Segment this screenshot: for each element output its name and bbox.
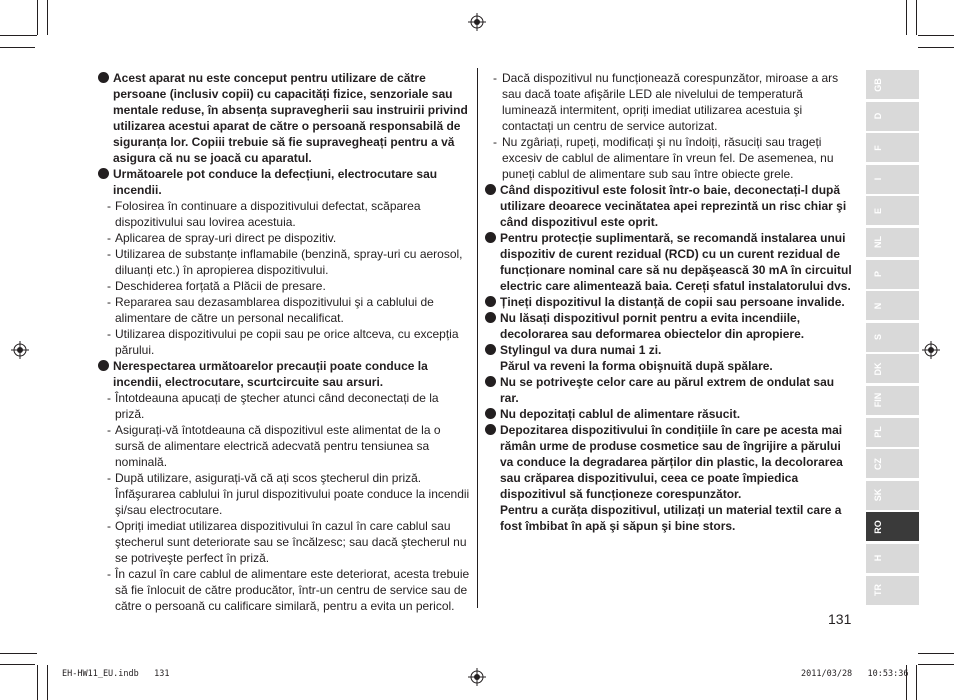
- continuation-text: Pentru a curăța dispozitivul, utilizați un material textil care a fost îmbibat în apă şi săpun şi bine stors.: [500, 503, 842, 533]
- footer-file: EH-HW11_EU.indb 131: [62, 669, 170, 679]
- bullet-item: [98, 166, 470, 198]
- right-column: [485, 70, 855, 534]
- crop-mark: [0, 35, 37, 36]
- sub-item: [98, 230, 470, 246]
- language-tab-cz[interactable]: [866, 449, 919, 478]
- crop-mark: [47, 0, 48, 35]
- registration-mark-icon: [922, 341, 940, 359]
- tab-label: P: [873, 271, 883, 278]
- language-tab-fin[interactable]: [866, 386, 919, 415]
- language-tab-tr[interactable]: [866, 576, 919, 605]
- language-tab-dk[interactable]: [866, 354, 919, 383]
- bullet-icon: [485, 424, 496, 435]
- bullet-icon: [485, 296, 496, 307]
- sub-item-text: Deschiderea forțată a Plăcii de presare.: [115, 279, 326, 293]
- language-tab-n[interactable]: [866, 291, 919, 320]
- bullet-continuation: [485, 358, 855, 374]
- sub-item: [98, 518, 470, 566]
- crop-mark: [918, 47, 954, 48]
- sub-item: [98, 566, 470, 614]
- dash-marker: -: [107, 231, 111, 245]
- tab-label: H: [873, 555, 883, 562]
- dash-marker: -: [107, 199, 111, 213]
- language-tab-p[interactable]: [866, 260, 919, 289]
- sub-item: [98, 198, 470, 230]
- tab-label: NL: [873, 236, 883, 249]
- bullet-item: [485, 406, 855, 422]
- left-column: [98, 70, 470, 614]
- column-divider: [477, 68, 478, 608]
- language-tab-h[interactable]: [866, 544, 919, 573]
- dash-marker: -: [107, 327, 111, 341]
- crop-mark: [0, 664, 35, 665]
- language-tab-d[interactable]: [866, 102, 919, 131]
- bullet-text: Țineți dispozitivul la distanță de copii sau persoane invalide.: [500, 295, 845, 309]
- bullet-continuation: [485, 502, 855, 534]
- sub-item-text: Nu zgâriați, rupeți, modificați şi nu îndoiți, răsuciți sau trageți excesiv de cablul de alimentare în vreun fel. De asemenea, nu puneți cablul de alimentare sub sau între obiecte grele.: [502, 135, 834, 181]
- tab-label: CZ: [873, 457, 883, 470]
- crop-mark: [916, 0, 917, 35]
- bullet-icon: [485, 408, 496, 419]
- sub-item: [98, 390, 470, 422]
- bullet-icon: [485, 232, 496, 243]
- sub-item-text: Folosirea în continuare a dispozitivului defectat, scăparea dispozitivului sau lovirea acestuia.: [115, 199, 421, 229]
- bullet-item: [485, 182, 855, 230]
- tab-label: TR: [873, 584, 883, 596]
- crop-mark: [918, 35, 954, 36]
- bullet-text: Nerespectarea următoarelor precauții poate conduce la incendii, electrocutare, scurtcircuite sau arsuri.: [113, 359, 428, 389]
- language-tab-s[interactable]: [866, 323, 919, 352]
- bullet-icon: [98, 72, 109, 83]
- language-tabs: [866, 70, 919, 607]
- bullet-text: Acest aparat nu este conceput pentru utilizare de către persoane (inclusiv copii) cu capacități fizice, senzoriale sau mentale reduse, în absența supravegherii sau instruirii privind utilizarea acestui aparat de către o persoană responsabilă de siguranța lor. Copiii trebuie să fie supravegheați pentru a vă asigura că nu se joacă cu aparatul.: [113, 71, 468, 165]
- bullet-icon: [485, 184, 496, 195]
- bullet-text: Depozitarea dispozitivului în condițiile în care pe acesta mai rămân urme de produse cosmetice sau de îngrijire a părului va conduce la degradarea părților din plastic, la decolorarea sau crăparea dispozitivului, ceea ce poate împiedica dispozitivul să funcționeze corespunzător.: [500, 423, 843, 501]
- crop-mark: [47, 665, 48, 700]
- bullet-icon: [485, 312, 496, 323]
- bullet-text: Următoarele pot conduce la defecțiuni, electrocutare sau incendii.: [113, 167, 438, 197]
- bullet-icon: [98, 360, 109, 371]
- sub-item: [98, 326, 470, 358]
- dash-marker: -: [107, 247, 111, 261]
- sub-item-text: Utilizarea dispozitivului pe copii sau pe orice altceva, cu excepția părului.: [115, 327, 459, 357]
- language-tab-e[interactable]: [866, 196, 919, 225]
- bullet-item: [98, 70, 470, 166]
- tab-label: DK: [873, 362, 883, 376]
- bullet-icon: [98, 168, 109, 179]
- page-number: 131: [828, 611, 852, 627]
- tab-label: N: [873, 302, 883, 309]
- crop-mark: [918, 664, 954, 665]
- sub-item: [98, 294, 470, 326]
- language-tab-nl[interactable]: [866, 228, 919, 257]
- bullet-item: [98, 358, 470, 390]
- language-tab-f[interactable]: [866, 133, 919, 162]
- sub-item-text: După utilizare, asigurați-vă că ați scos ştecherul din priză. Înfăşurarea cablului în jurul dispozitivului poate conduce la incendii şi/sau electrocutare.: [115, 471, 470, 517]
- sub-item-text: Dacă dispozitivul nu funcționează corespunzător, miroase a ars sau dacă toate afişările LED ale nivelului de temperatură luminează intermitent, opriți imediat utilizarea acestuia şi contactați un centru de service autorizat.: [502, 71, 839, 133]
- bullet-item: [485, 230, 855, 294]
- sub-item: [98, 278, 470, 294]
- bullet-item: [485, 310, 855, 342]
- dash-marker: -: [107, 423, 111, 437]
- dash-marker: -: [107, 471, 111, 485]
- language-tab-ro[interactable]: [866, 512, 919, 541]
- tab-label: FIN: [873, 393, 883, 408]
- tab-label: I: [873, 178, 883, 181]
- sub-item: [485, 134, 855, 182]
- tab-label: RO: [873, 520, 883, 534]
- bullet-text: Când dispozitivul este folosit într-o baie, deconectați-l după utilizare deoarece vecinătatea apei reprezintă un risc chiar şi când dispozitivul este oprit.: [500, 183, 847, 229]
- tab-label: S: [873, 334, 883, 341]
- sub-item-text: Repararea sau dezasamblarea dispozitivului şi a cablului de alimentare de către un personal necalificat.: [115, 295, 434, 325]
- language-tab-gb[interactable]: [866, 70, 919, 99]
- sub-item: [98, 470, 470, 518]
- crop-mark: [916, 665, 917, 700]
- sub-item-text: Aplicarea de spray-uri direct pe dispozitiv.: [115, 231, 337, 245]
- bullet-item: [485, 422, 855, 502]
- tab-label: D: [873, 112, 883, 120]
- dash-marker: -: [107, 279, 111, 293]
- sub-item: [485, 70, 855, 134]
- continuation-text: Părul va reveni la forma obişnuită după spălare.: [500, 359, 773, 373]
- tab-label: F: [873, 144, 883, 151]
- bullet-icon: [485, 344, 496, 355]
- bullet-text: Pentru protecție suplimentară, se recomandă instalarea unui dispozitiv de curent rezidual (RCD) cu un curent rezidual de funcționare nominal care să nu depăşească 30 mA în circuitul electric care alimentează baia. Cereți sfatul instalatorului dvs.: [500, 231, 852, 293]
- bullet-item: [485, 342, 855, 358]
- crop-mark: [37, 0, 38, 35]
- bullet-text: Nu se potriveşte celor care au părul extrem de ondulat sau rar.: [500, 375, 835, 405]
- sub-item-text: Întotdeauna apucați de ştecher atunci când deconectați de la priză.: [115, 391, 439, 421]
- crop-mark: [918, 653, 954, 654]
- dash-marker: -: [493, 71, 497, 85]
- bullet-icon: [485, 376, 496, 387]
- sub-item-text: Asigurați-vă întotdeauna că dispozitivul este alimentat de la o sursă de alimentare electrică adecvată pentru tensiunea sa nominală.: [115, 423, 441, 469]
- bullet-text: Nu lăsați dispozitivul pornit pentru a evita incendiile, decolorarea sau deformarea obiectelor din apropiere.: [500, 311, 805, 341]
- tab-label: GB: [873, 77, 883, 92]
- crop-mark: [906, 0, 907, 35]
- bullet-text: Stylingul va dura numai 1 zi.: [500, 343, 662, 357]
- sub-item-text: În cazul în care cablul de alimentare este deteriorat, acesta trebuie să fie înlocuit de către producător, într-un centru de service sau de către o persoană cu calificare similară, pentru a evita un pericol.: [115, 567, 470, 613]
- dash-marker: -: [107, 567, 111, 581]
- registration-mark-icon: [468, 668, 486, 686]
- language-tab-sk[interactable]: [866, 481, 919, 510]
- dash-marker: -: [107, 519, 111, 533]
- bullet-item: [485, 374, 855, 406]
- registration-mark-icon: [468, 13, 486, 31]
- dash-marker: -: [493, 135, 497, 149]
- sub-item: [98, 422, 470, 470]
- tab-label: PL: [873, 426, 883, 438]
- tab-label: SK: [873, 488, 883, 502]
- sub-item-text: Utilizarea de substanțe inflamabile (benzină, spray-uri cu aerosol, diluanți etc.) în apropierea dispozitivului.: [115, 247, 463, 277]
- dash-marker: -: [107, 295, 111, 309]
- language-tab-pl[interactable]: [866, 418, 919, 447]
- crop-mark: [0, 47, 35, 48]
- crop-mark: [37, 665, 38, 700]
- bullet-item: [485, 294, 855, 310]
- sub-item: [98, 246, 470, 278]
- registration-mark-icon: [11, 341, 29, 359]
- footer-datetime: 2011/03/28 10:53:36: [801, 669, 909, 679]
- tab-label: E: [873, 207, 883, 214]
- bullet-text: Nu depozitați cablul de alimentare răsucit.: [500, 407, 741, 421]
- language-tab-i[interactable]: [866, 165, 919, 194]
- dash-marker: -: [107, 391, 111, 405]
- sub-item-text: Opriți imediat utilizarea dispozitivului în cazul în care cablul sau ştecherul sunt deteriorate sau se încălzesc; sau dacă ştecherul nu se potriveşte perfect în priză.: [115, 519, 467, 565]
- crop-mark: [0, 653, 37, 654]
